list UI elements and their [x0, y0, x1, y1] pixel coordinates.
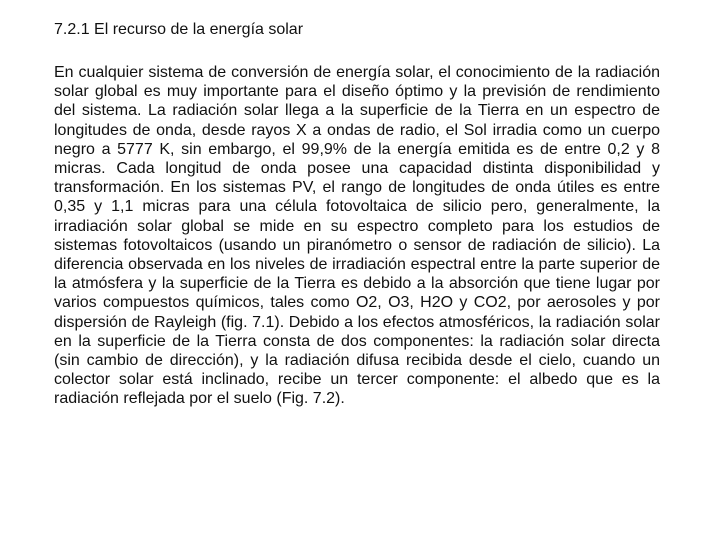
- body-paragraph: En cualquier sistema de conversión de energía solar, el conocimiento de la radiación solar global es muy importante para el diseño óptimo y la previsión de rendimiento del sistema. La radiación solar llega a la superficie de la Tierra en un espectro de longitudes de onda, desde rayos X a ondas de radio, el Sol irradia como un cuerpo negro a 5777 K, sin embargo, el 99,9% de la energía emitida es de entre 0,2 y 8 micras. Cada longitud de onda posee una capacidad distinta disponibilidad y transformación. En los sistemas PV, el rango de longitudes de onda útiles es entre 0,35 y 1,1 micras para una célula fotovoltaica de silicio pero, generalmente, la irradiación solar global se mide en su espectro completo para los estudios de sistemas fotovoltaicos (usando un piranómetro o sensor de radiación de silicio). La diferencia observada en los niveles de irradiación espectral entre la parte superior de la atmósfera y la superficie de la Tierra es debido a la absorción que tiene lugar por varios compuestos químicos, tales como O2, O3, H2O y CO2, por aerosoles y por dispersión de Rayleigh (fig. 7.1). Debido a los efectos atmosféricos, la radiación solar en la superficie de la Tierra consta de dos componentes: la radiación solar directa (sin cambio de dirección), y la radiación difusa recibida desde el cielo, cuando un colector solar está inclinado, recibe un tercer componente: el albedo que es la radiación reflejada por el suelo (Fig. 7.2).: [54, 64, 660, 408]
- section-heading: 7.2.1 El recurso de la energía solar: [54, 21, 304, 38]
